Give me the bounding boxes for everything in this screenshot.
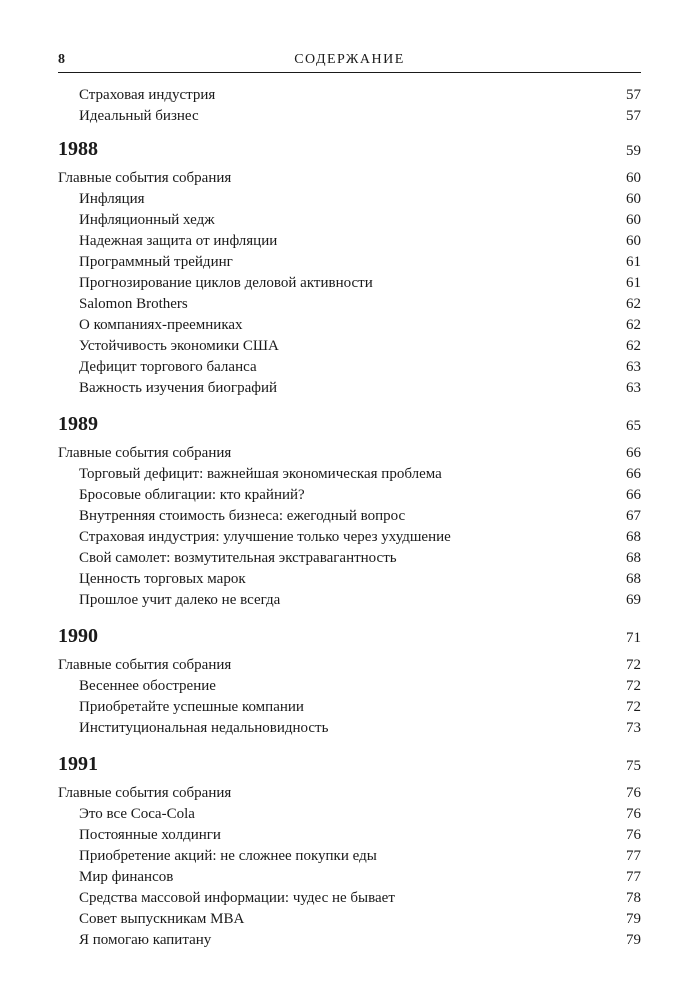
toc-entry: [58, 888, 641, 909]
toc-entry-title: Приобретение акций: не сложнее покупки еды: [79, 848, 377, 864]
toc-entry: [58, 315, 641, 336]
toc-entry-page: 66: [626, 487, 641, 503]
toc-entry-page: 75: [626, 758, 641, 774]
toc-entry-page: 63: [626, 380, 641, 396]
toc-entry-title: Главные события собрания: [58, 445, 232, 461]
running-head: [58, 52, 641, 73]
toc-entry: [58, 548, 641, 569]
toc-entry: [58, 357, 641, 378]
toc-entry-title: 1990: [58, 625, 98, 647]
toc-year-heading: [58, 137, 641, 163]
toc-entry: [58, 336, 641, 357]
toc-entry-page: 59: [626, 143, 641, 159]
toc-entry-title: Инфляция: [79, 191, 145, 207]
toc-entry-title: Идеальный бизнес: [79, 108, 199, 124]
toc-entry-page: 61: [626, 275, 641, 291]
toc-entry: [58, 378, 641, 399]
toc-entry: [58, 697, 641, 718]
toc-entry: [58, 846, 641, 867]
toc-entry: [58, 464, 641, 485]
toc-entry-title: Весеннее обострение: [79, 678, 216, 694]
toc-entry: [58, 825, 641, 846]
toc-entry-page: 57: [626, 87, 641, 103]
toc-entry-title: Главные события собрания: [58, 657, 232, 673]
toc-entry-page: 68: [626, 550, 641, 566]
toc-entry: [58, 930, 641, 951]
page-number: 8: [58, 52, 65, 67]
toc-entry-page: 77: [626, 869, 641, 885]
toc-entry: [58, 485, 641, 506]
toc-entry: [58, 590, 641, 611]
toc-entry-title: Приобретайте успешные компании: [79, 699, 304, 715]
toc-entry-title: Прошлое учит далеко не всегда: [79, 592, 281, 608]
toc-entry-title: Прогнозирование циклов деловой активности: [79, 275, 373, 291]
toc-entry: [58, 106, 641, 127]
toc-entry: [58, 804, 641, 825]
toc-entry-title: 1989: [58, 413, 98, 435]
toc-entry-page: 77: [626, 848, 641, 864]
toc-entry-page: 73: [626, 720, 641, 736]
toc-entry-page: 60: [626, 212, 641, 228]
toc-entry-title: Свой самолет: возмутительная экстравагантность: [79, 550, 397, 566]
toc-entry: [58, 210, 641, 231]
toc-entry-page: 62: [626, 296, 641, 312]
toc-entry-title: Страховая индустрия: улучшение только через ухудшение: [79, 529, 451, 545]
toc-entry: [58, 273, 641, 294]
toc-entry: [58, 294, 641, 315]
running-head-title: СОДЕРЖАНИЕ: [294, 52, 405, 67]
toc-entry-title: Важность изучения биографий: [79, 380, 278, 396]
toc-section-entry: [58, 655, 641, 676]
toc-entry-title: Внутренняя стоимость бизнеса: ежегодный вопрос: [79, 508, 406, 524]
toc-entry-title: Торговый дефицит: важнейшая экономическая проблема: [79, 466, 442, 482]
toc-entry-title: 1991: [58, 753, 98, 775]
toc-entry-page: 78: [626, 890, 641, 906]
toc-entry-page: 62: [626, 317, 641, 333]
toc-entry-title: 1988: [58, 138, 98, 160]
toc-entry-title: Постоянные холдинги: [79, 827, 221, 843]
toc-entry: [58, 569, 641, 590]
toc-entry-page: 65: [626, 418, 641, 434]
toc-entry-title: Главные события собрания: [58, 170, 232, 186]
toc-entry-title: Дефицит торгового баланса: [79, 359, 257, 375]
toc-entry-title: Средства массовой информации: чудес не бывает: [79, 890, 395, 906]
toc-entry-page: 66: [626, 466, 641, 482]
toc-entry-title: Это все Coca-Cola: [79, 806, 195, 822]
toc-entry-title: О компаниях-преемниках: [79, 317, 243, 333]
toc-entry-page: 63: [626, 359, 641, 375]
toc-entry-page: 76: [626, 827, 641, 843]
toc-entry-page: 76: [626, 806, 641, 822]
toc-entry: [58, 909, 641, 930]
toc-entry-title: Главные события собрания: [58, 785, 232, 801]
toc-entry-title: Я помогаю капитану: [79, 932, 212, 948]
toc-entry-page: 72: [626, 699, 641, 715]
toc-entry: [58, 85, 641, 106]
toc-entry-title: Инфляционный хедж: [79, 212, 215, 228]
toc-entry-title: Страховая индустрия: [79, 87, 216, 103]
toc-entry-title: Бросовые облигации: кто крайний?: [79, 487, 305, 503]
toc-entry-title: Мир финансов: [79, 869, 174, 885]
toc-entry-page: 62: [626, 338, 641, 354]
toc-entry-page: 60: [626, 233, 641, 249]
toc-entry-page: 72: [626, 678, 641, 694]
toc-entry: [58, 867, 641, 888]
toc-entry-page: 79: [626, 911, 641, 927]
toc-entry-page: 76: [626, 785, 641, 801]
toc-entry-page: 61: [626, 254, 641, 270]
toc-entry-title: Совет выпускникам MBA: [79, 911, 245, 927]
toc-entry-page: 57: [626, 108, 641, 124]
toc-entry-title: Надежная защита от инфляции: [79, 233, 278, 249]
toc-year-heading: [58, 752, 641, 778]
toc-entry-page: 67: [626, 508, 641, 524]
toc-entry-page: 68: [626, 571, 641, 587]
toc-entry-page: 60: [626, 191, 641, 207]
toc-entry-page: 66: [626, 445, 641, 461]
toc-section-entry: [58, 168, 641, 189]
toc-year-heading: [58, 624, 641, 650]
toc-entry-page: 79: [626, 932, 641, 948]
toc-entry: [58, 506, 641, 527]
toc-entry-page: 60: [626, 170, 641, 186]
book-page: [58, 52, 641, 951]
toc-entry: [58, 718, 641, 739]
toc-section-entry: [58, 783, 641, 804]
toc-entry-title: Salomon Brothers: [79, 296, 188, 312]
toc-section-entry: [58, 443, 641, 464]
toc-entry-page: 72: [626, 657, 641, 673]
toc-entry-title: Устойчивость экономики США: [79, 338, 279, 354]
toc-entry: [58, 231, 641, 252]
toc-entry: [58, 527, 641, 548]
toc-entry-page: 69: [626, 592, 641, 608]
table-of-contents: [58, 85, 641, 951]
toc-entry-title: Институциональная недальновидность: [79, 720, 329, 736]
toc-year-heading: [58, 412, 641, 438]
toc-entry: [58, 189, 641, 210]
toc-entry-page: 68: [626, 529, 641, 545]
toc-entry-title: Ценность торговых марок: [79, 571, 246, 587]
toc-entry-page: 71: [626, 630, 641, 646]
toc-entry: [58, 676, 641, 697]
toc-entry-title: Программный трейдинг: [79, 254, 233, 270]
toc-entry: [58, 252, 641, 273]
